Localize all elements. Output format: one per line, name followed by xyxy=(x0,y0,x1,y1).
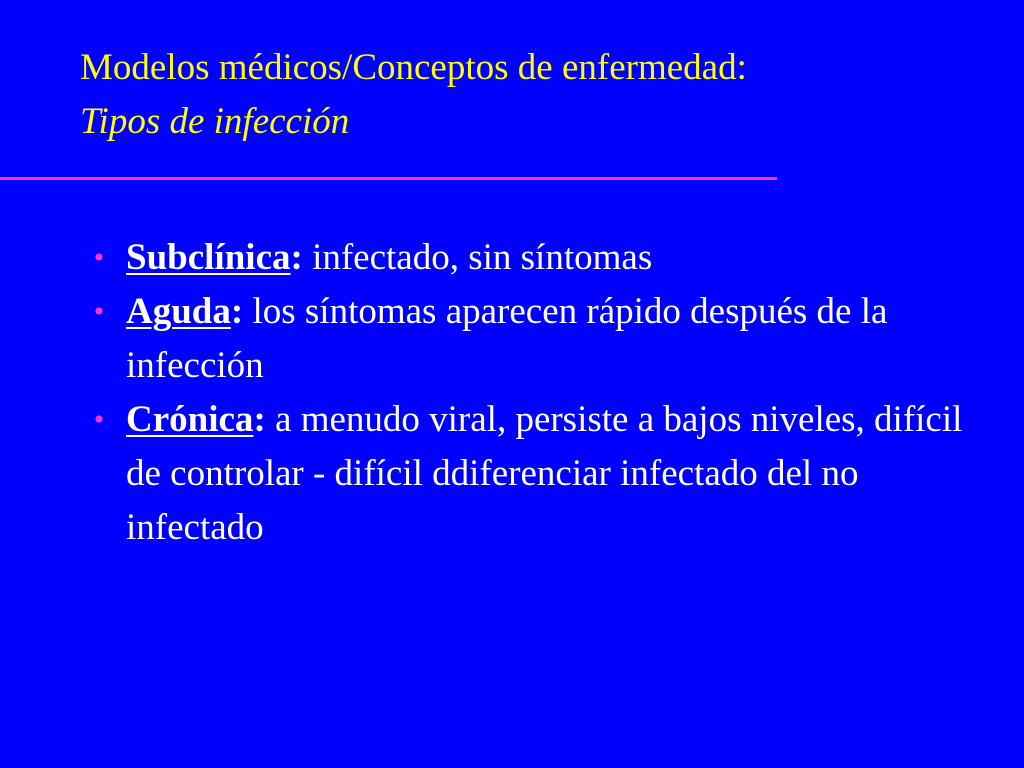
title-divider-rule xyxy=(0,177,777,180)
bullet-term: Aguda xyxy=(126,291,231,332)
bullet-colon: : xyxy=(253,399,266,440)
bullet-text: a menudo viral, persiste a bajos niveles, difícil de controlar - difícil ddiferenciar infectado del no infectado xyxy=(126,399,963,548)
bullet-dot-icon: • xyxy=(93,241,105,274)
bullet-dot-icon: • xyxy=(93,295,105,328)
bullet-item-cronica xyxy=(84,393,964,555)
bullet-list xyxy=(84,231,964,555)
bullet-term: Crónica xyxy=(126,399,254,440)
bullet-item-subclinica xyxy=(84,231,964,285)
bullet-term: Subclínica xyxy=(126,237,291,278)
slide-title xyxy=(80,41,747,149)
title-line-2-subtitle: Tipos de infección xyxy=(80,101,350,142)
bullet-colon: : xyxy=(290,237,303,278)
bullet-text: los síntomas aparecen rápido después de la infección xyxy=(126,291,888,386)
title-line-1: Modelos médicos/Conceptos de enfermedad: xyxy=(80,47,747,88)
bullet-dot-icon: • xyxy=(93,403,105,436)
bullet-colon: : xyxy=(230,291,244,332)
bullet-text: infectado, sin síntomas xyxy=(302,237,653,278)
bullet-item-aguda xyxy=(84,285,964,393)
